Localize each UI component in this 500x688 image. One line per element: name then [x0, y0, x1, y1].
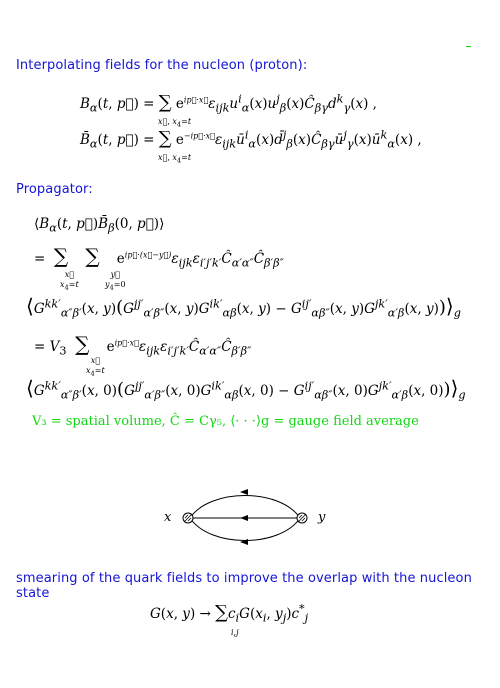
propagator-line-1: $⟨B_\alpha(t$, $p⃗)B̄_\beta(0$, p⃗)⟩: [34, 216, 165, 235]
propagator-line-2: = ∑ ∑ $e^{ip⃗\cdot(x⃗-y⃗)}\varepsilon_{ijk}\varepsilon_{i'j'k'}Ĉ_{\alpha'\alpha''}Ĉ_{\beta'\beta''}$: [34, 244, 284, 270]
arrow-middle: [240, 515, 248, 521]
diagram-label-x: x: [164, 510, 172, 525]
sum-limits-2: x⃗, $x_4=t$: [158, 153, 192, 165]
heading-smearing: smearing of the quark fields to improve the overlap with the nucleon state: [16, 571, 472, 601]
arrow-bottom: [240, 539, 248, 545]
sum-limits-4: y⃗ $y_4=0$: [105, 270, 126, 292]
vertex-x: [183, 513, 193, 523]
quark-line-bottom: [190, 518, 300, 541]
sum-limits-6: i,j: [231, 628, 239, 637]
heading-interpolating-fields: Interpolating fields for the nucleon (proton):: [16, 58, 308, 73]
vertex-y: [297, 513, 307, 523]
sum-limits-1: x⃗, $x_4=t$: [158, 117, 192, 129]
equation-smearing: G(x, $y) \to \sum c_iG(x_i$, $y_j)c^*_j$: [150, 602, 309, 625]
diagram-label-y: y: [318, 510, 326, 525]
arrow-top: [240, 489, 248, 495]
definitions-note: V₃ = spatial volume, Ĉ = Cγ₅, ⟨· · ·⟩g = gauge field average: [32, 414, 419, 429]
sum-limits-3: x⃗ $x_4=t$: [60, 270, 79, 292]
propagator-line-4: = $V_3$ ∑ $e^{ip⃗\cdot x⃗}\varepsilon_{ijk}\varepsilon_{i'j'k'}Ĉ_{\alpha'\alpha''}Ĉ_{\beta'\beta''}$: [34, 332, 252, 358]
propagator-line-5: $⟨G^{kk'}_{\alpha''\beta'}(x$, $0)(G^{jj'}_{\alpha'\beta''}(x$, $0)G^{ik'}_{\alpha\beta}(x$, $0) - G^{ij'}_{\alpha\beta''}(x$, $0)G^{jk'}_{\alpha'\beta}(x$, $0))⟩_g$: [26, 376, 466, 402]
sum-limits-5: x⃗ $x_4=t$: [86, 356, 105, 378]
quark-line-top: [190, 496, 300, 519]
propagator-line-3: $⟨G^{kk'}_{\alpha''\beta'}(x$, $y)(G^{jj'}_{\alpha'\beta''}(x$, $y)G^{ik'}_{\alpha\beta}(x$, $y) - G^{ij'}_{\alpha\beta''}(x$, $y)G^{jk'}_{\alpha'\beta}(x$, $y))⟩_g$: [26, 294, 461, 320]
heading-propagator: Propagator:: [16, 182, 93, 197]
equation-bbar-field: $B̄_\alpha(t$, p⃗) = ∑ $e^{-ip⃗\cdot x⃗}\varepsilon_{ijk}ū^i_\alpha(x)d̄^j_\beta(x)Ĉ_{\beta\gamma}ū^j_\gamma(x)ū^k_\alpha(x)$ ,: [80, 128, 422, 151]
equation-b-field: $B_\alpha(t$, p⃗) = ∑ $e^{ip⃗\cdot x⃗}\varepsilon_{ijk}u^i_\alpha(x)u^j_\beta(x)Ĉ_{\beta\gamma}d^k_\gamma(x)$ ,: [80, 92, 377, 115]
